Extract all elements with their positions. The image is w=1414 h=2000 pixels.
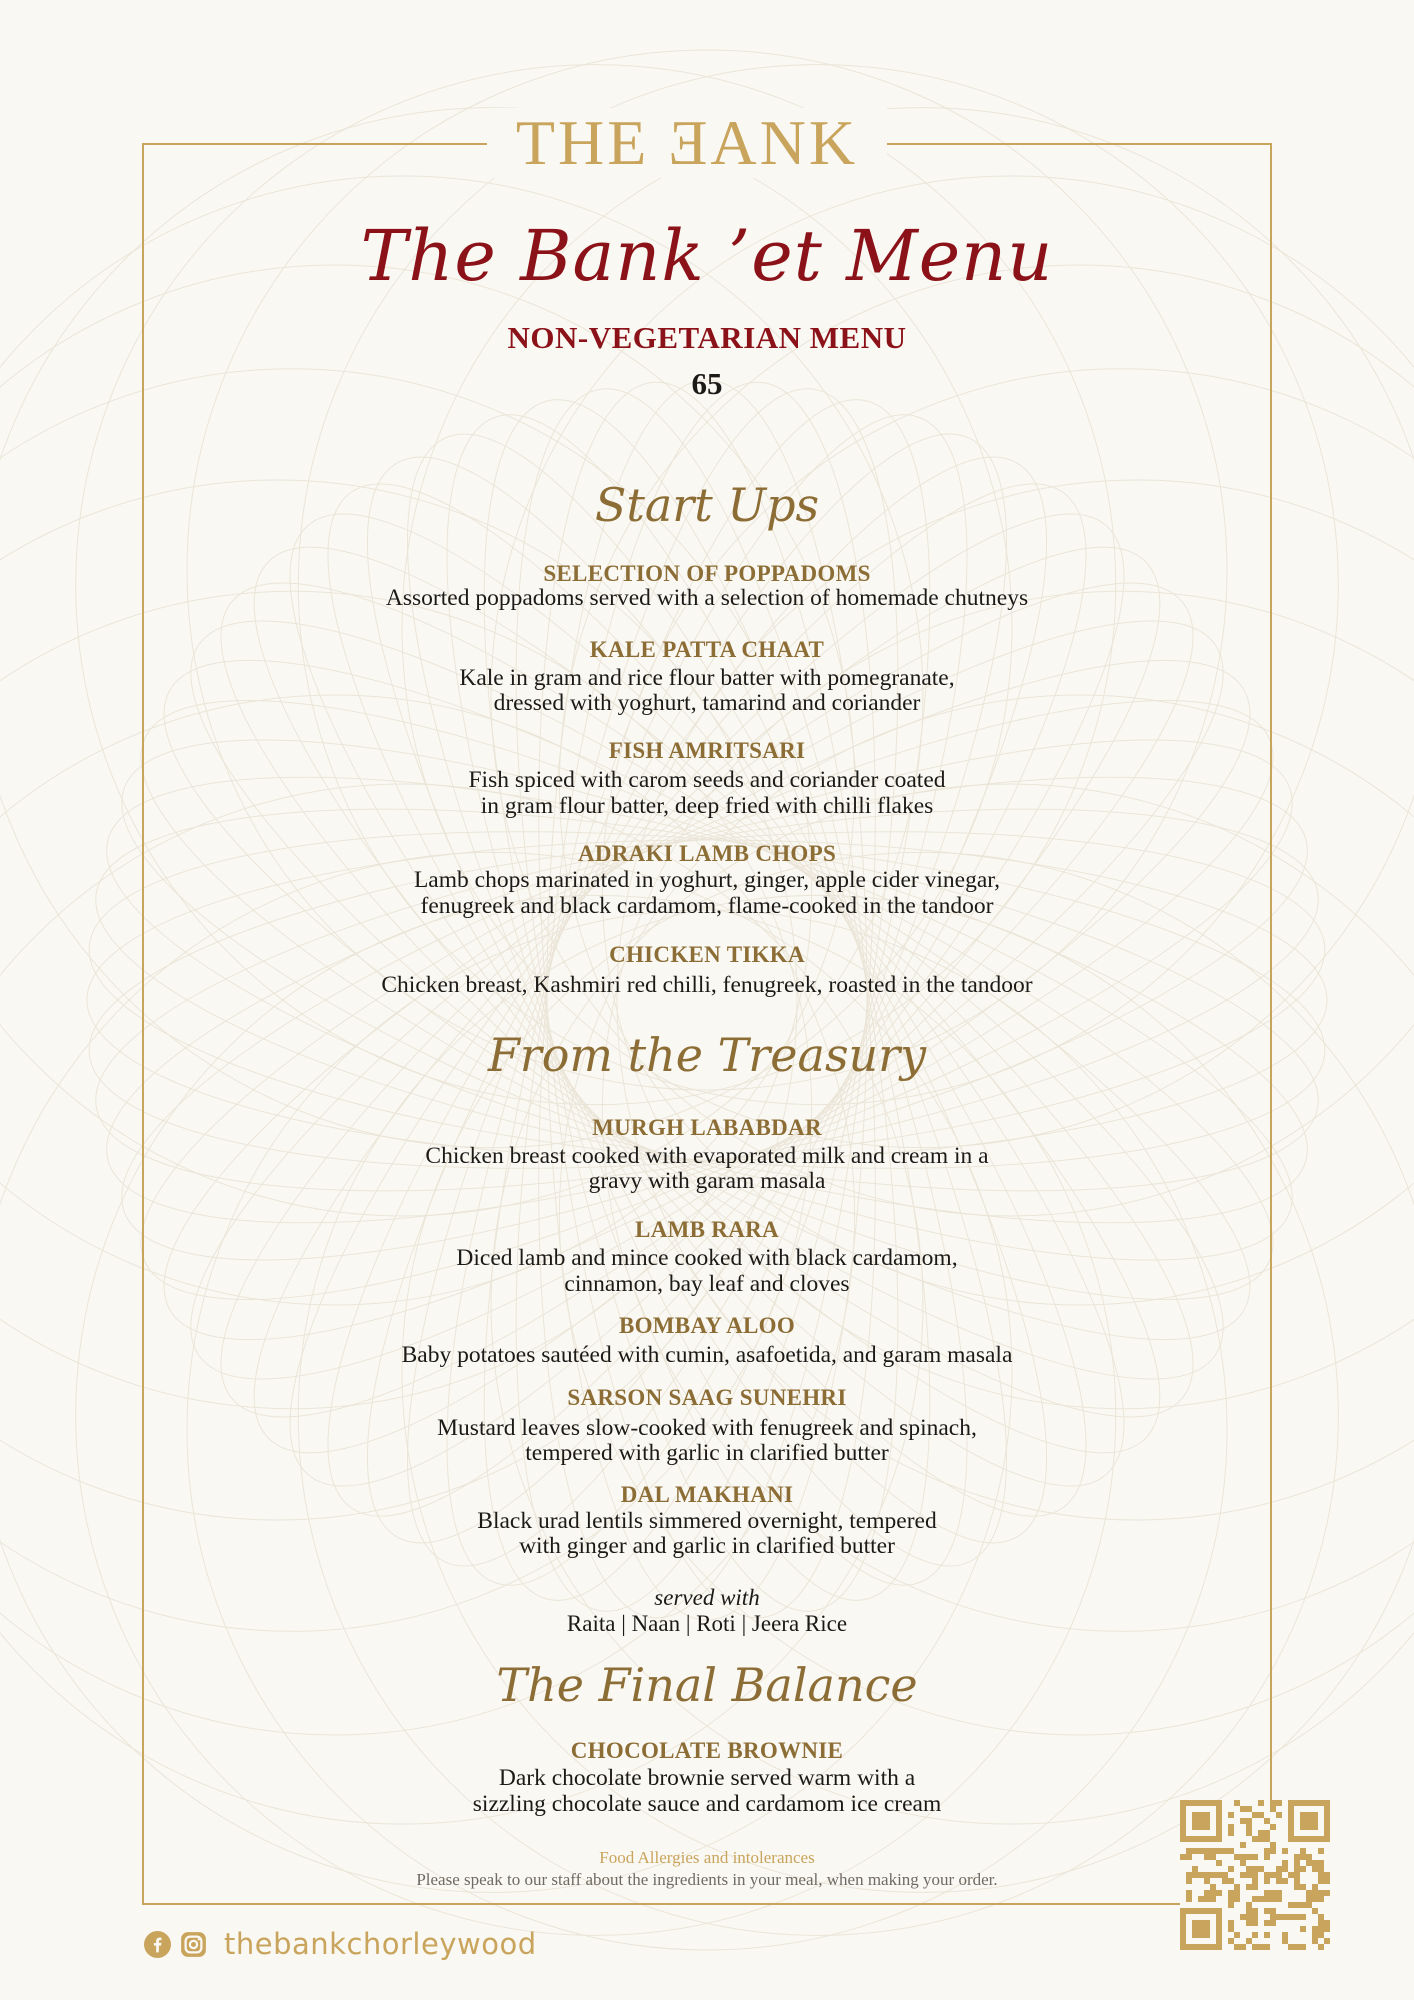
section-title-the-final-balance: The Final Balance (496, 1658, 918, 1712)
qr-code-icon[interactable] (1180, 1800, 1330, 1950)
social-footer (144, 1926, 537, 1962)
item-description: cinnamon, bay leaf and cloves (564, 1271, 850, 1297)
social-handle[interactable]: thebankchorleywood (224, 1927, 537, 1961)
section-title-from-the-treasury: From the Treasury (487, 1028, 927, 1082)
item-description: Kale in gram and rice flour batter with pomegranate, (459, 665, 955, 691)
instagram-icon[interactable] (180, 1931, 207, 1958)
item-description: Lamb chops marinated in yoghurt, ginger, apple cider vinegar, (413, 867, 1001, 893)
item-name: KALE PATTA CHAAT (589, 637, 825, 662)
item-description: Assorted poppadoms served with a selection of homemade chutneys (385, 585, 1029, 611)
item-description: gravy with garam masala (588, 1168, 826, 1194)
item-name: CHICKEN TIKKA (609, 942, 805, 967)
section-title-start-ups: Start Ups (594, 478, 820, 532)
menu-border-frame (142, 143, 1272, 1905)
item-description: Chicken breast, Kashmiri red chilli, fenugreek, roasted in the tandoor (381, 972, 1033, 998)
item-name: DAL MAKHANI (620, 1482, 794, 1507)
item-description: with ginger and garlic in clarified butter (519, 1533, 895, 1559)
item-name: ADRAKI LAMB CHOPS (577, 841, 837, 866)
menu-subtitle: NON-VEGETARIAN MENU (507, 320, 907, 355)
item-description: in gram flour batter, deep fried with chilli flakes (480, 793, 934, 819)
item-name: SARSON SAAG SUNEHRI (567, 1385, 847, 1410)
item-description: tempered with garlic in clarified butter (525, 1440, 889, 1466)
item-description: sizzling chocolate sauce and cardamom ice cream (472, 1791, 942, 1817)
facebook-icon[interactable] (144, 1931, 171, 1958)
served-with-items: Raita | Naan | Roti | Jeera Rice (566, 1611, 848, 1636)
item-name: MURGH LABABDAR (592, 1115, 822, 1140)
item-description: Fish spiced with carom seeds and coriander coated (468, 767, 946, 793)
item-description: Dark chocolate brownie served warm with a (498, 1765, 916, 1791)
item-description: Baby potatoes sautéed with cumin, asafoetida, and garam masala (401, 1342, 1013, 1368)
served-with-label: served with (654, 1585, 760, 1610)
item-description: fenugreek and black cardamom, flame-cooked in the tandoor (420, 893, 994, 919)
item-name: SELECTION OF POPPADOMS (543, 561, 871, 586)
item-description: dressed with yoghurt, tamarind and coriander (493, 690, 921, 716)
item-name: LAMB RARA (635, 1217, 779, 1242)
item-name: CHOCOLATE BROWNIE (570, 1738, 844, 1763)
item-name: BOMBAY ALOO (618, 1313, 796, 1338)
allergy-title: Food Allergies and intolerances (599, 1848, 815, 1867)
menu-price: 65 (691, 366, 723, 401)
allergy-text: Please speak to our staff about the ingredients in your meal, when making your order. (416, 1870, 998, 1889)
item-description: Diced lamb and mince cooked with black cardamom, (456, 1245, 958, 1271)
brand-logo: THE ƎANK (487, 108, 887, 178)
menu-title: The Bank ’et Menu (360, 215, 1054, 297)
item-description: Mustard leaves slow-cooked with fenugreek and spinach, (437, 1415, 977, 1441)
item-description: Chicken breast cooked with evaporated milk and cream in a (425, 1143, 989, 1169)
item-name: FISH AMRITSARI (608, 738, 806, 763)
item-description: Black urad lentils simmered overnight, tempered (477, 1508, 937, 1534)
